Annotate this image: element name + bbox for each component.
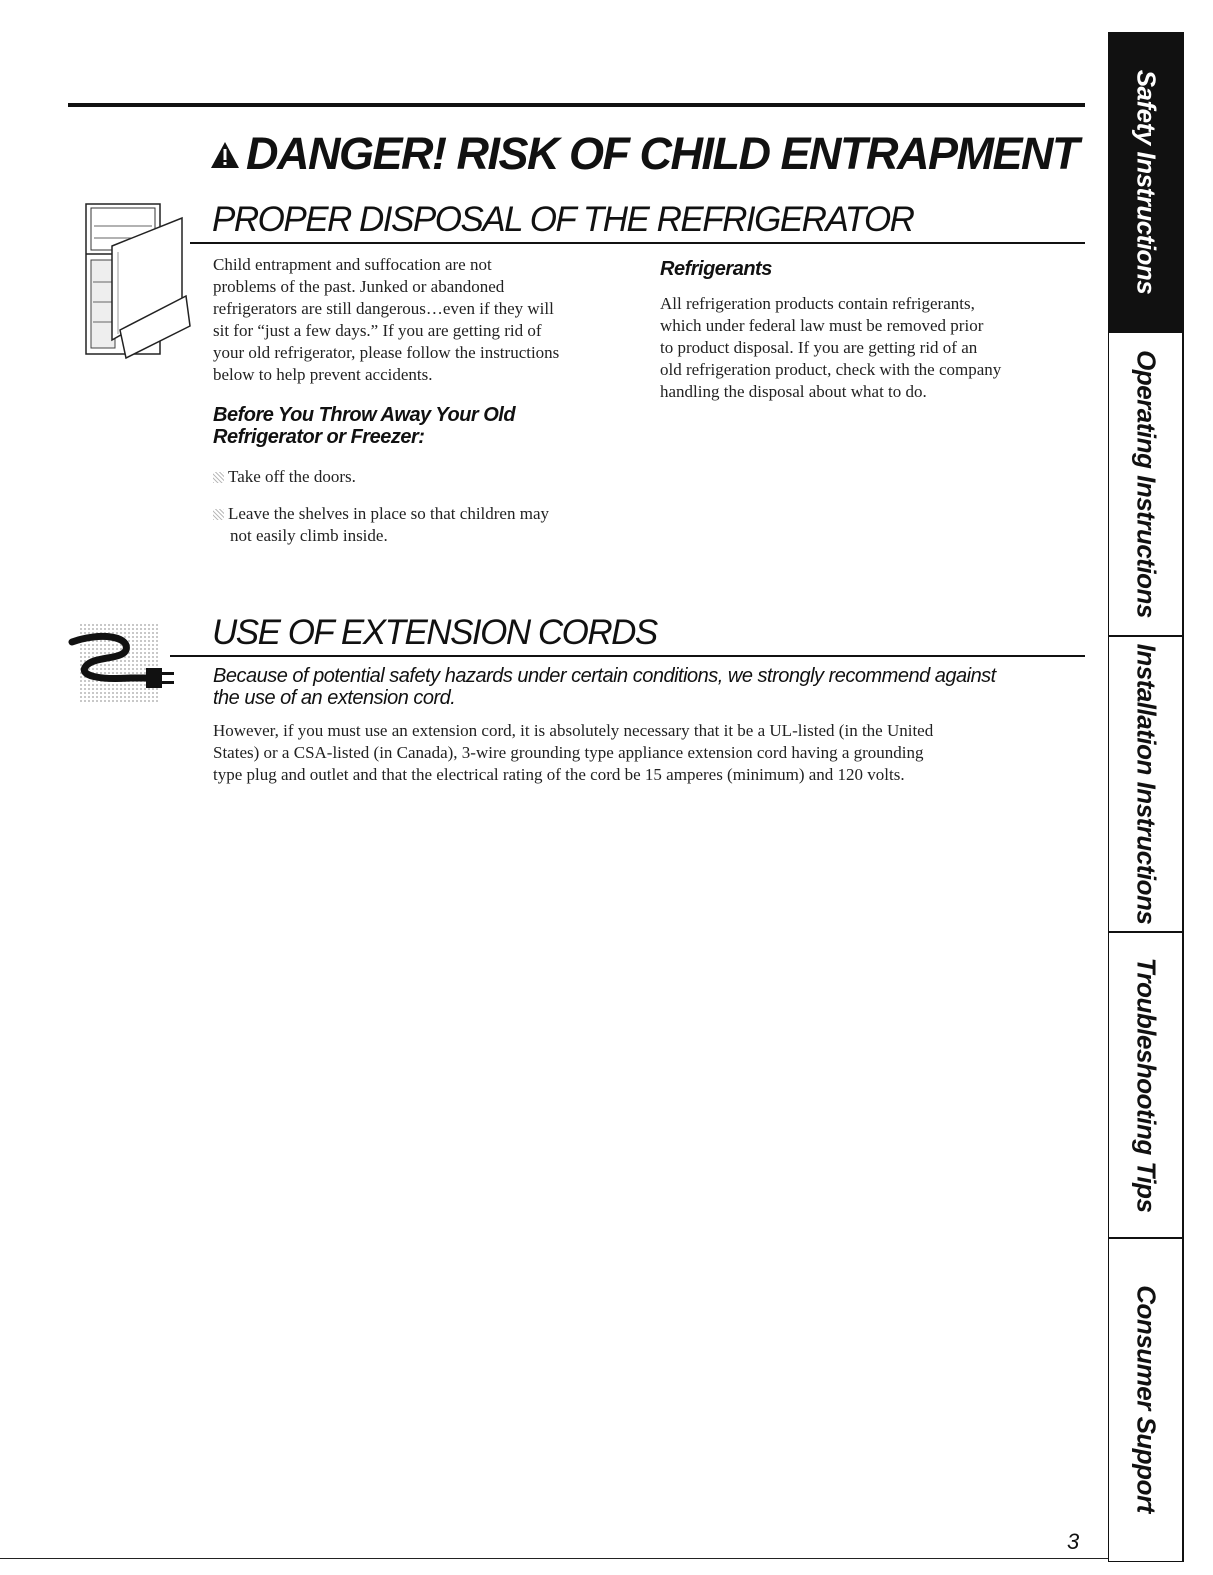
top-rule [68,103,1085,107]
intro-line: Child entrapment and suffocation are not [213,255,492,274]
extension-rule [170,655,1085,657]
intro-line: your old refrigerator, please follow the instructions [213,343,560,362]
tab-label: Installation Instructions [1131,643,1161,925]
bullet-text: Leave the shelves in place so that children may [228,504,549,523]
bullet-text: not easily climb inside. [230,526,388,545]
tab-safety-instructions[interactable] [1109,33,1182,333]
tab-installation-instructions[interactable] [1109,637,1182,933]
refrigerator-illustration [82,202,194,360]
bullet-icon [213,509,224,520]
extension-cord-plug-icon [60,620,178,706]
tab-label: Troubleshooting Tips [1131,957,1161,1213]
refrigerants-heading: Refrigerants [660,258,772,280]
page-number: 3 [1067,1529,1080,1554]
refrigerants-line: to product disposal. If you are getting rid of an [660,338,978,357]
extension-title: USE OF EXTENSION CORDS [212,613,657,652]
before-heading [213,404,515,448]
bottom-rule [0,1558,1108,1559]
refrigerants-line: All refrigeration products contain refrigerants, [660,294,975,313]
bullet-text: Take off the doors. [228,467,356,486]
tab-label: Safety Instructions [1131,69,1161,295]
danger-heading [210,128,1078,180]
note-line: Because of potential safety hazards under certain conditions, we strongly recommend against [213,665,996,687]
intro-line: problems of the past. Junked or abandoned [213,277,505,296]
before-heading-line: Before You Throw Away Your Old [213,404,516,426]
warning-triangle-icon [210,141,240,169]
tab-operating-instructions[interactable] [1109,333,1182,637]
bullet-item [213,503,549,547]
intro-line: below to help prevent accidents. [213,365,433,384]
danger-heading-text: DANGER! RISK OF CHILD ENTRAPMENT [246,128,1078,179]
refrigerants-line: old refrigeration product, check with the company [660,360,1002,379]
extension-line: States) or a CSA-listed (in Canada), 3-wire grounding type appliance extension cord having a grounding [213,743,924,762]
intro-line: sit for “just a few days.” If you are getting rid of [213,321,542,340]
disposal-intro [213,254,643,386]
tab-consumer-support[interactable] [1109,1239,1182,1559]
extension-note [213,665,996,709]
refrigerants-line: which under federal law must be removed prior [660,316,984,335]
side-tabs [1108,32,1184,1562]
refrigerants-text [660,293,1090,403]
note-line: the use of an extension cord. [213,687,456,709]
tab-label: Operating Instructions [1131,350,1161,618]
bullet-item [213,466,356,488]
disposal-title: PROPER DISPOSAL OF THE REFRIGERATOR [212,200,914,239]
extension-line: However, if you must use an extension cord, it is absolutely necessary that it be a UL-listed (in the United [213,721,934,740]
before-heading-line: Refrigerator or Freezer: [213,426,425,448]
tab-label: Consumer Support [1131,1285,1161,1513]
intro-line: refrigerators are still dangerous…even if they will [213,299,554,318]
extension-text [213,720,1083,786]
bullet-icon [213,472,224,483]
refrigerants-line: handling the disposal about what to do. [660,382,927,401]
disposal-rule [190,242,1085,244]
extension-line: type plug and outlet and that the electrical rating of the cord be 15 amperes (minimum) and 120 volts. [213,765,905,784]
tab-troubleshooting-tips[interactable] [1109,933,1182,1239]
